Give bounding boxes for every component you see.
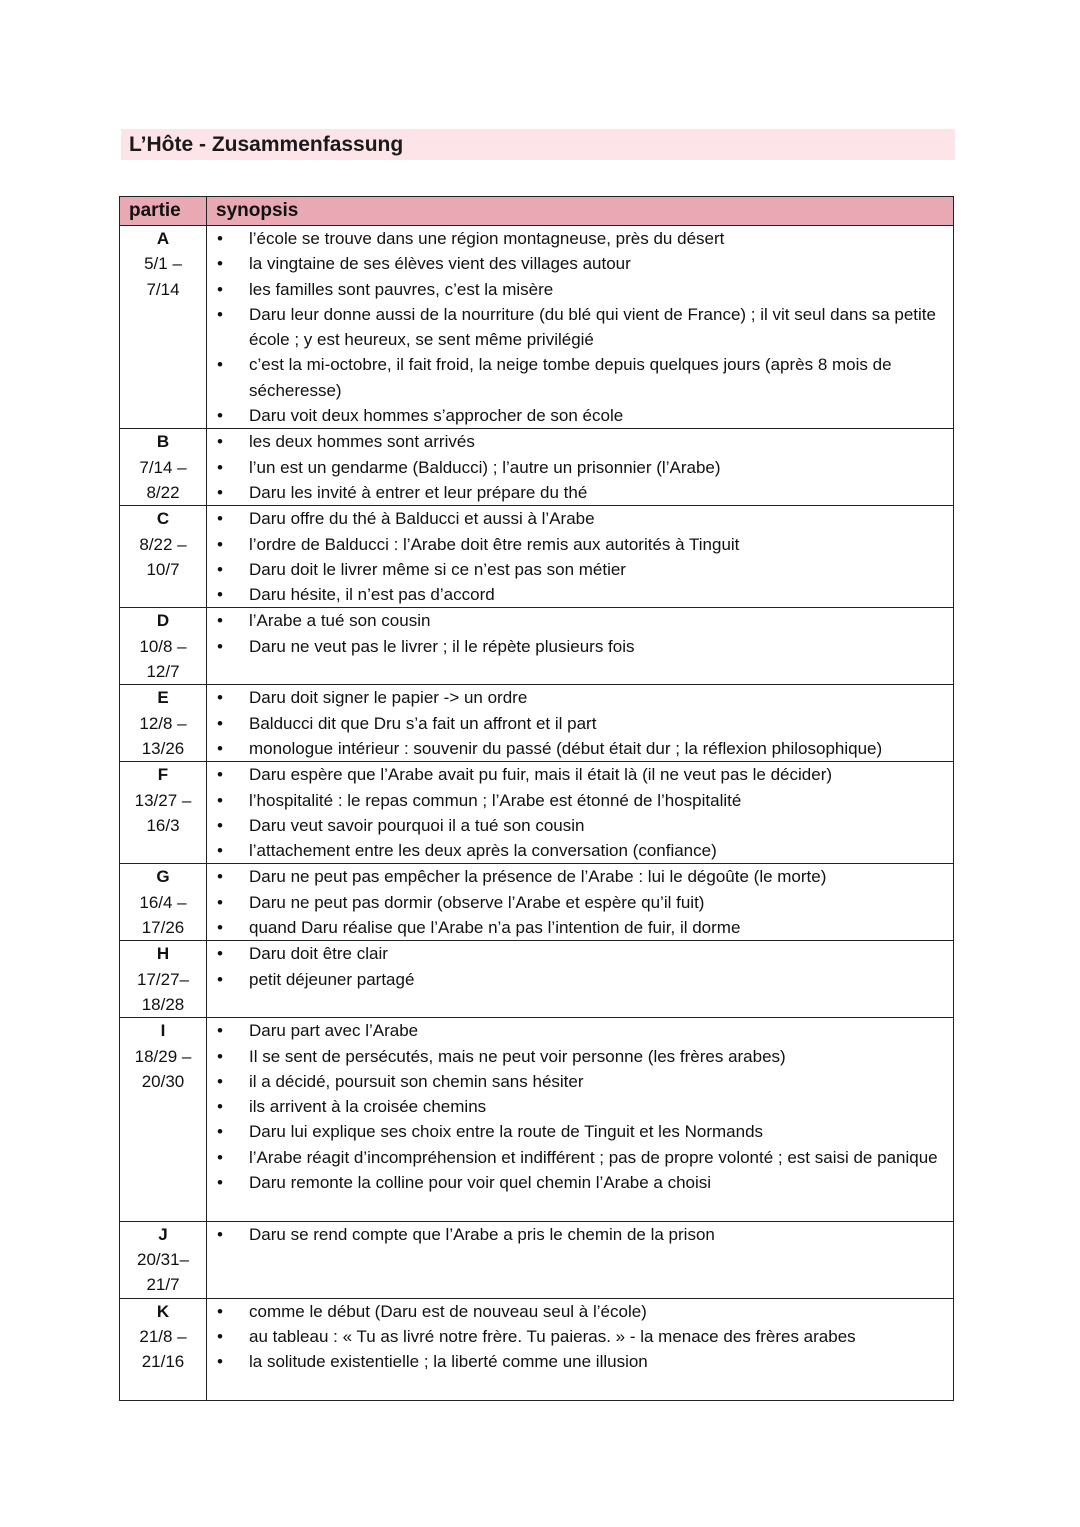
part-range: 21/7 [146, 1275, 180, 1295]
part-letter: F [157, 765, 169, 785]
table-row [120, 429, 954, 506]
synopsis-cell [207, 608, 954, 685]
synopsis-list [207, 1018, 953, 1195]
part-cell [120, 762, 207, 864]
synopsis-list [207, 685, 953, 761]
part-letter: B [156, 432, 170, 452]
part-range: 20/30 [141, 1071, 185, 1091]
part-range: 18/28 [141, 994, 185, 1014]
synopsis-item: • Daru veut savoir pourquoi il a tué son cousin [207, 813, 953, 838]
part-letter: E [157, 688, 169, 708]
synopsis-cell [207, 429, 954, 506]
part-range: 13/26 [141, 738, 185, 758]
summary-table [119, 196, 954, 1401]
part-cell [120, 685, 207, 762]
synopsis-item: • au tableau : « Tu as livré notre frère. Tu paieras. » - la menace des frères arabes [207, 1324, 953, 1349]
part-range: 10/7 [146, 559, 180, 579]
part-range: 16/3 [146, 815, 180, 835]
title-banner [121, 129, 955, 160]
synopsis-list [207, 1222, 953, 1247]
synopsis-item: • Daru offre du thé à Balducci et aussi à l’Arabe [207, 506, 953, 531]
synopsis-cell [207, 1018, 954, 1221]
synopsis-cell [207, 1298, 954, 1400]
synopsis-item: • Daru doit être clair [207, 941, 953, 966]
synopsis-cell [207, 864, 954, 941]
part-letter: J [158, 1224, 168, 1244]
part-range: 17/27– [137, 969, 189, 989]
table-row [120, 864, 954, 941]
part-cell [120, 226, 207, 429]
synopsis-item: • Daru doit le livrer même si ce n’est pas son métier [207, 557, 953, 582]
header-part: partie [120, 197, 207, 226]
part-range: 20/31– [137, 1249, 189, 1269]
synopsis-item: • Il se sent de persécutés, mais ne peut voir personne (les frères arabes) [207, 1044, 953, 1069]
synopsis-list [207, 226, 953, 428]
part-letter: G [156, 867, 170, 887]
synopsis-item: • Daru ne peut pas empêcher la présence de l’Arabe : lui le dégoûte (le morte) [207, 864, 953, 889]
part-cell [120, 864, 207, 941]
synopsis-item: • Daru se rend compte que l’Arabe a pris le chemin de la prison [207, 1222, 953, 1247]
synopsis-item: • Daru remonte la colline pour voir quel chemin l’Arabe a choisi [207, 1170, 953, 1195]
synopsis-list [207, 864, 953, 940]
synopsis-cell [207, 762, 954, 864]
header-synopsis: synopsis [207, 197, 954, 226]
synopsis-item: • l’attachement entre les deux après la conversation (confiance) [207, 838, 953, 863]
synopsis-item: • les familles sont pauvres, c’est la misère [207, 277, 953, 302]
table-body [120, 226, 954, 1401]
synopsis-item: • monologue intérieur : souvenir du passé (début était dur ; la réflexion philosophique) [207, 736, 953, 761]
table-row [120, 226, 954, 429]
synopsis-list [207, 941, 953, 992]
part-range: 7/14 – [139, 457, 187, 477]
table-row [120, 762, 954, 864]
part-letter: C [156, 509, 170, 529]
synopsis-item: • la vingtaine de ses élèves vient des villages autour [207, 251, 953, 276]
page-title: L’Hôte - Zusammenfassung [129, 133, 404, 156]
part-cell [120, 429, 207, 506]
synopsis-item: • Daru espère que l’Arabe avait pu fuir, mais il était là (il ne veut pas le décider) [207, 762, 953, 787]
part-range: 12/7 [146, 662, 180, 682]
part-cell [120, 1298, 207, 1400]
synopsis-item: • l’Arabe a tué son cousin [207, 608, 953, 633]
synopsis-cell [207, 941, 954, 1018]
part-cell [120, 506, 207, 608]
part-letter: A [156, 229, 170, 248]
synopsis-item: • Daru ne veut pas le livrer ; il le répète plusieurs fois [207, 634, 953, 659]
part-range: 18/29 – [134, 1046, 192, 1066]
part-letter: D [156, 611, 170, 631]
synopsis-item: • Daru part avec l’Arabe [207, 1018, 953, 1043]
synopsis-list [207, 1299, 953, 1375]
table-row [120, 941, 954, 1018]
table-row [120, 506, 954, 608]
synopsis-item: • ils arrivent à la croisée chemins [207, 1094, 953, 1119]
part-letter: I [160, 1021, 166, 1041]
synopsis-cell [207, 506, 954, 608]
synopsis-item: • Daru hésite, il n’est pas d’accord [207, 582, 953, 607]
part-range: 17/26 [141, 918, 185, 938]
part-range: 12/8 – [139, 713, 187, 733]
synopsis-list [207, 429, 953, 505]
synopsis-cell [207, 1221, 954, 1298]
synopsis-item: • l’hospitalité : le repas commun ; l’Arabe est étonné de l’hospitalité [207, 788, 953, 813]
synopsis-list [207, 762, 953, 863]
synopsis-item: • la solitude existentielle ; la liberté comme une illusion [207, 1349, 953, 1374]
part-range: 13/27 – [134, 790, 192, 810]
synopsis-item: • l’ordre de Balducci : l’Arabe doit être remis aux autorités à Tinguit [207, 532, 953, 557]
table-row [120, 1018, 954, 1221]
synopsis-cell [207, 685, 954, 762]
table-row [120, 685, 954, 762]
table-row [120, 1221, 954, 1298]
part-range: 21/16 [141, 1352, 185, 1372]
part-range: 7/14 [146, 279, 180, 299]
table-header-row [120, 197, 954, 226]
table-row [120, 1298, 954, 1400]
synopsis-item: • Daru doit signer le papier -> un ordre [207, 685, 953, 710]
synopsis-item: • l’Arabe réagit d’incompréhension et indifférent ; pas de propre volonté ; est saisi de panique [207, 1145, 953, 1170]
synopsis-item: • les deux hommes sont arrivés [207, 429, 953, 454]
synopsis-item: • Daru ne peut pas dormir (observe l’Arabe et espère qu’il fuit) [207, 890, 953, 915]
synopsis-item: • comme le début (Daru est de nouveau seul à l’école) [207, 1299, 953, 1324]
part-range: 21/8 – [139, 1326, 187, 1346]
part-cell [120, 608, 207, 685]
synopsis-item: • petit déjeuner partagé [207, 967, 953, 992]
synopsis-item: • Balducci dit que Dru s’a fait un affront et il part [207, 711, 953, 736]
part-range: 10/8 – [139, 636, 187, 656]
synopsis-list [207, 608, 953, 659]
synopsis-list [207, 506, 953, 607]
part-cell [120, 1018, 207, 1221]
synopsis-item: • Daru leur donne aussi de la nourriture (du blé qui vient de France) ; il vit seul dans sa petite école ; y est heureux, se sent même privilégié [207, 302, 953, 353]
synopsis-item: • Daru voit deux hommes s’approcher de son école [207, 403, 953, 428]
table-row [120, 608, 954, 685]
synopsis-item: • il a décidé, poursuit son chemin sans hésiter [207, 1069, 953, 1094]
synopsis-cell [207, 226, 954, 429]
part-range: 8/22 [146, 482, 180, 502]
synopsis-item: • quand Daru réalise que l’Arabe n’a pas l’intention de fuir, il dorme [207, 915, 953, 940]
part-letter: H [156, 944, 170, 964]
part-range: 5/1 – [144, 254, 182, 274]
synopsis-item: • Daru lui explique ses choix entre la route de Tinguit et les Normands [207, 1119, 953, 1144]
part-range: 8/22 – [139, 534, 187, 554]
synopsis-item: • c’est la mi-octobre, il fait froid, la neige tombe depuis quelques jours (après 8 mois de sécheresse) [207, 352, 953, 403]
part-range: 16/4 – [139, 892, 187, 912]
part-cell [120, 1221, 207, 1298]
synopsis-item: • Daru les invité à entrer et leur prépare du thé [207, 480, 953, 505]
part-letter: K [156, 1301, 170, 1321]
synopsis-item: • l’école se trouve dans une région montagneuse, près du désert [207, 226, 953, 251]
synopsis-item: • l’un est un gendarme (Balducci) ; l’autre un prisonnier (l’Arabe) [207, 455, 953, 480]
part-cell [120, 941, 207, 1018]
